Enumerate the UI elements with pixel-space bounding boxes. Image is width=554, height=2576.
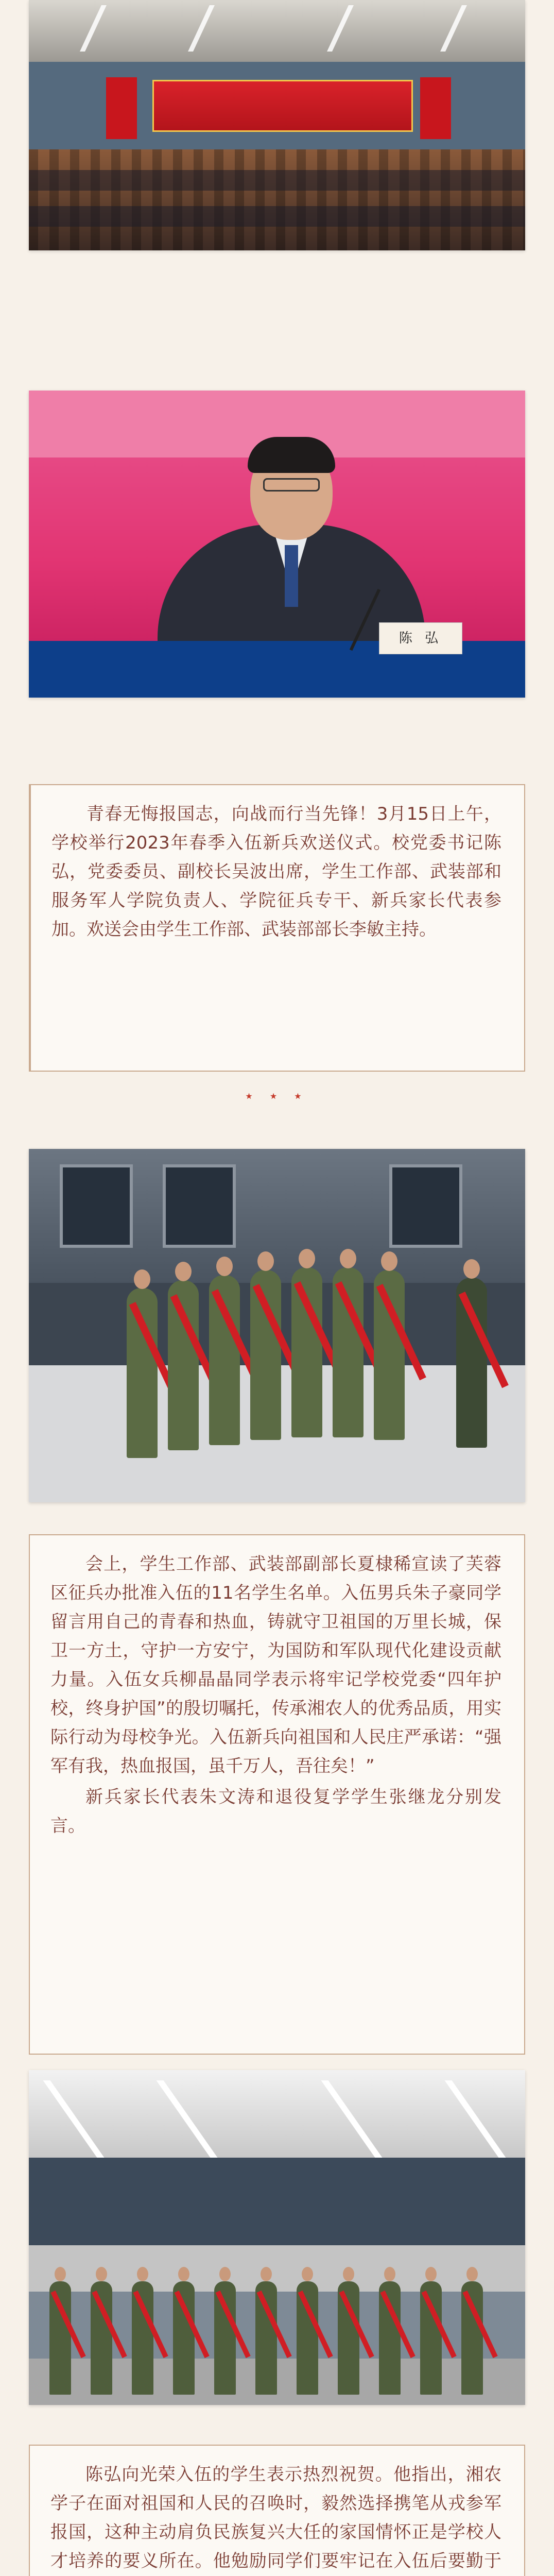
recruit	[297, 2281, 318, 2395]
red-flag	[106, 77, 137, 139]
meeting-text-box	[29, 1534, 525, 2055]
audience-row	[29, 206, 525, 227]
red-flag	[420, 77, 451, 139]
audience-row	[29, 170, 525, 191]
recruit	[379, 2281, 401, 2395]
window	[389, 1164, 462, 1248]
star-divider: ★ ★ ★	[245, 1091, 309, 1101]
recruit	[209, 1275, 240, 1445]
recruit	[333, 1267, 363, 1437]
speech-text-box	[29, 2445, 525, 2576]
intro-text-box	[29, 784, 525, 1072]
ceremony-hall-photo	[29, 0, 525, 250]
hall-wall	[29, 2158, 525, 2245]
intro-paragraph: 青春无悔报国志，向战而行当先锋！3月15日上午，学校举行2023年春季入伍新兵欢送仪式。校党委书记陈弘，党委委员、副校长吴波出席，学生工作部、武装部和服务军人学院负责人、学院征兵专干、新兵家长代表参加。欢送会由学生工作部、武装部部长李敏主持。	[51, 804, 501, 940]
recruit	[374, 1270, 405, 1440]
recruit	[255, 2281, 277, 2395]
recruit	[420, 2281, 442, 2395]
audience-seats	[29, 149, 525, 250]
officer	[456, 1278, 487, 1448]
recruit	[132, 2281, 153, 2395]
new-recruits-photo	[29, 1149, 525, 1502]
meeting-paragraph-1: 会上，学生工作部、武装部副部长夏棣稀宣读了芙蓉区征兵办批准入伍的11名学生名单。入伍男兵朱子豪同学留言用自己的青春和热血，铸就守卫祖国的万里长城，保卫一方土，守护一方安宁，为国防和军队现代化建设贡献力量。入伍女兵柳晶晶同学表示将牢记学校党委“四年护校，终身护国”的殷切嘱托，传承湘农人的优秀品质，用实际行动为母校争光。入伍新兵向祖国和人民庄严承诺：“强军有我，热血报国，虽千万人，吾往矣！”	[50, 1554, 501, 1776]
meeting-paragraph-2: 新兵家长代表朱文涛和退役复学学生张继龙分别发言。	[50, 1787, 501, 1836]
recruit	[214, 2281, 236, 2395]
recruit	[91, 2281, 112, 2395]
window	[163, 1164, 236, 1248]
speech-paragraph: 陈弘向光荣入伍的学生表示热烈祝贺。他指出，湘农学子在面对祖国和人民的召唤时，毅然选择携笔从戎参军报国，这种主动肩负民族复兴大任的家国情怀正是学校人才培养的要义所在。他勉励同学们要牢记在入伍后要勤于	[50, 2464, 501, 2571]
recruit	[168, 1280, 199, 1450]
recruits-lineup-photo	[29, 2070, 525, 2405]
recruit	[173, 2281, 195, 2395]
recruit	[338, 2281, 359, 2395]
stage-banner	[152, 80, 413, 132]
tie	[285, 545, 298, 607]
recruit	[127, 1288, 158, 1458]
recruit	[49, 2281, 71, 2395]
recruit	[250, 1270, 281, 1440]
window	[60, 1164, 133, 1248]
recruit	[461, 2281, 483, 2395]
glasses	[263, 478, 320, 492]
speaker-hair	[248, 437, 335, 473]
nameplate: 陈 弘	[379, 622, 462, 654]
recruit	[291, 1267, 322, 1437]
speaker-photo	[29, 391, 525, 698]
